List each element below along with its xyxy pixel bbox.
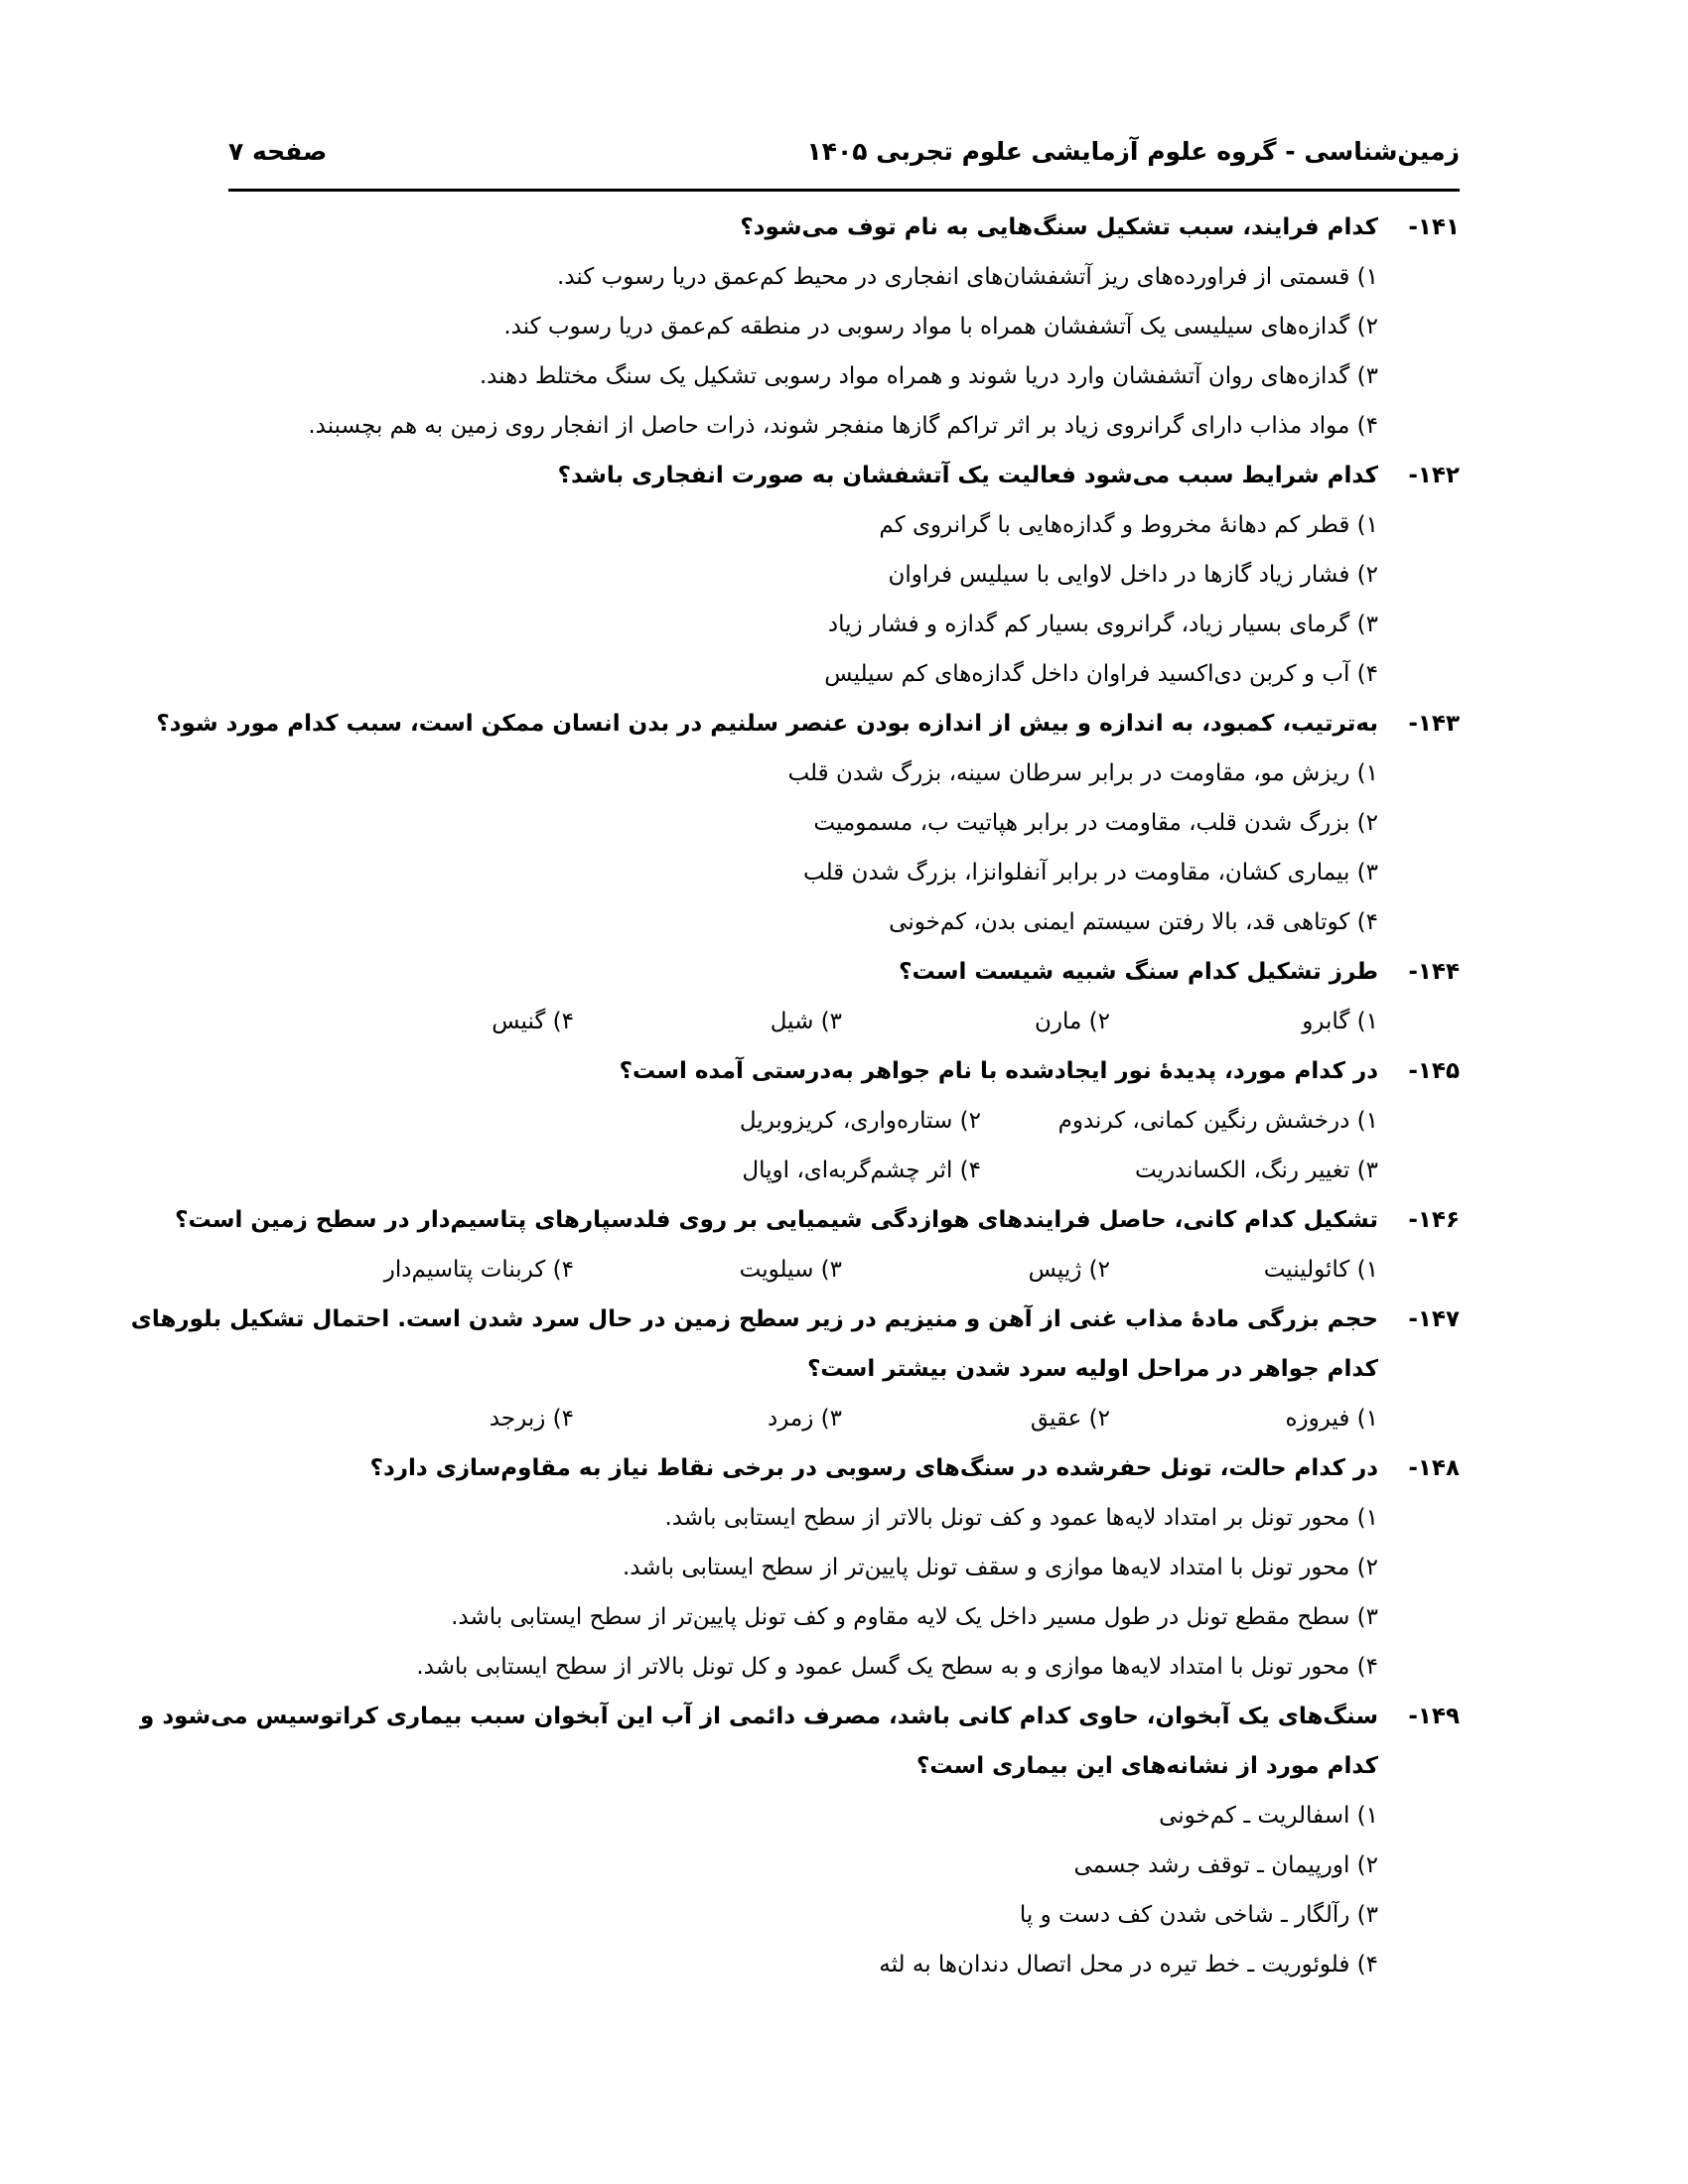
answer-options-row <box>228 1096 1460 1146</box>
answer-option[interactable]: ۱) اسفالریت ـ کم‌خونی <box>1159 1803 1378 1829</box>
question-number: ۱۴۵- <box>1408 1058 1460 1084</box>
answer-option[interactable]: ۳) سطح مقطع تونل در طول مسیر داخل یک لایه مقاوم و کف تونل پایین‌تر از سطح ایستابی باشد. <box>451 1604 1378 1630</box>
question-number: ۱۴۸- <box>1408 1455 1460 1481</box>
page-header <box>228 137 1460 187</box>
question-number: ۱۴۴- <box>1408 959 1460 985</box>
answer-option[interactable]: ۴) زبرجد <box>489 1406 574 1432</box>
answer-option[interactable]: ۳) بیماری کشان، مقاومت در برابر آنفلوانزا، بزرگ شدن قلب <box>802 860 1378 886</box>
question-stem <box>140 1692 1460 1741</box>
answer-option[interactable]: ۱) کائولینیت <box>1263 1257 1378 1283</box>
answer-option[interactable]: ۱) فیروزه <box>1285 1406 1378 1432</box>
question-stem <box>130 1295 1460 1344</box>
answer-option[interactable]: ۴) مواد مذاب دارای گرانروی زیاد بر اثر تراکم گازها منفجر شوند، ذرات حاصل از انفجار روی زمین به هم بچسبند. <box>308 413 1378 439</box>
question-stem <box>228 451 1460 500</box>
question-147 <box>130 1295 1460 1443</box>
answer-option[interactable]: ۴) محور تونل با امتداد لایه‌ها موازی و به سطح یک گسل عمود و کل تونل بالاتر از سطح ایستابی باشد. <box>416 1654 1378 1680</box>
answer-option[interactable]: ۴) کوتاهی قد، بالا رفتن سیستم ایمنی بدن، کم‌خونی <box>889 909 1378 935</box>
answer-options <box>228 997 1460 1046</box>
question-145 <box>228 1046 1460 1195</box>
question-stem <box>228 1443 1460 1493</box>
question-143 <box>156 699 1460 947</box>
answer-option[interactable]: ۱) گابرو <box>1302 1009 1378 1034</box>
answer-option[interactable]: ۳) رآلگار ـ شاخی شدن کف دست و پا <box>1019 1902 1378 1928</box>
question-text-line: حجم بزرگی مادهٔ مذاب غنی از آهن و منیزیم در زیر سطح زمین در حال سرد شدن است. احتمال تشکیل بلورهای <box>130 1306 1378 1332</box>
answer-option[interactable]: ۴) کربنات پتاسیم‌دار <box>383 1257 574 1283</box>
answer-option[interactable]: ۱) درخشش رنگین کمانی، کرندوم <box>1057 1108 1378 1134</box>
question-142 <box>228 451 1460 699</box>
question-text: کدام شرایط سبب می‌شود فعالیت یک آتشفشان به صورت انفجاری باشد؟ <box>557 463 1378 488</box>
question-149 <box>140 1692 1460 1989</box>
question-number: ۱۴۷- <box>1408 1306 1460 1332</box>
question-146 <box>175 1195 1460 1295</box>
question-text: طرز تشکیل کدام سنگ شبیه شیست است؟ <box>899 959 1378 985</box>
answer-options <box>228 1493 1460 1692</box>
question-stem <box>228 947 1460 997</box>
answer-options <box>228 252 1460 451</box>
answer-option[interactable]: ۲) گدازه‌های سیلیسی یک آتشفشان همراه با مواد رسوبی در منطقه کم‌عمق دریا رسوب کند. <box>503 314 1378 340</box>
answer-option[interactable]: ۴) آب و کربن دی‌اکسید فراوان داخل گدازه‌های کم سیلیس <box>824 661 1378 687</box>
header-divider <box>228 189 1460 192</box>
header-title: زمین‌شناسی - گروه علوم آزمایشی علوم تجربی ۱۴۰۵ <box>806 137 1460 166</box>
answer-option[interactable]: ۲) ستاره‌واری، کریزوبریل <box>739 1108 981 1134</box>
question-number: ۱۴۱- <box>1408 214 1460 240</box>
answer-option[interactable]: ۳) سیلویت <box>739 1257 842 1283</box>
answer-option[interactable]: ۴) گنیس <box>492 1009 574 1034</box>
question-text-line: سنگ‌های یک آبخوان، حاوی کدام کانی باشد، مصرف دائمی از آب این آبخوان سبب بیماری کراتوسیس می‌شود و <box>140 1704 1378 1729</box>
question-stem-continued <box>228 1741 1460 1791</box>
answer-options <box>228 500 1460 699</box>
answer-option[interactable]: ۱) ریزش مو، مقاومت در برابر سرطان سینه، بزرگ شدن قلب <box>787 760 1378 786</box>
question-stem <box>228 1046 1460 1096</box>
answer-option[interactable]: ۲) مارن <box>1035 1009 1110 1034</box>
answer-options-row <box>228 1146 1460 1195</box>
question-number: ۱۴۹- <box>1408 1704 1460 1729</box>
question-text: به‌ترتیب، کمبود، به اندازه و بیش از اندازه بودن عنصر سلنیم در بدن انسان ممکن است، سبب کدام مورد شود؟ <box>156 711 1378 737</box>
answer-option[interactable]: ۴) فلوئوریت ـ خط تیره در محل اتصال دندان‌ها به لثه <box>879 1952 1378 1978</box>
answer-option[interactable]: ۳) تغییر رنگ، الکساندریت <box>1134 1158 1378 1183</box>
question-141 <box>228 203 1460 451</box>
question-stem <box>156 699 1460 749</box>
answer-option[interactable]: ۲) بزرگ شدن قلب، مقاومت در برابر هپاتیت ب، مسمومیت <box>813 810 1378 836</box>
answer-option[interactable]: ۳) زمرد <box>767 1406 842 1432</box>
question-stem <box>228 203 1460 252</box>
answer-option[interactable]: ۲) محور تونل با امتداد لایه‌ها موازی و سقف تونل پایین‌تر از سطح ایستابی باشد. <box>622 1555 1378 1580</box>
question-stem <box>175 1195 1460 1245</box>
question-number: ۱۴۳- <box>1408 711 1460 737</box>
answer-options <box>228 1394 1460 1443</box>
answer-option[interactable]: ۲) اورپیمان ـ توقف رشد جسمی <box>1073 1852 1378 1878</box>
questions-list <box>130 203 1460 1989</box>
answer-options <box>228 749 1460 947</box>
page-number: صفحه ۷ <box>228 137 328 166</box>
answer-option[interactable]: ۲) عقیق <box>1030 1406 1110 1432</box>
answer-option[interactable]: ۴) اثر چشم‌گربه‌ای، اوپال <box>742 1158 981 1183</box>
question-text: در کدام حالت، تونل حفرشده در سنگ‌های رسوبی در برخی نقاط نیاز به مقاوم‌سازی دارد؟ <box>369 1455 1378 1481</box>
question-text-line: کدام مورد از نشانه‌های این بیماری است؟ <box>915 1753 1378 1779</box>
question-148 <box>228 1443 1460 1692</box>
answer-option[interactable]: ۱) محور تونل بر امتداد لایه‌ها عمود و کف تونل بالاتر از سطح ایستابی باشد. <box>664 1505 1378 1531</box>
answer-option[interactable]: ۱) قطر کم دهانهٔ مخروط و گدازه‌هایی با گرانروی کم <box>879 512 1378 538</box>
answer-option[interactable]: ۳) شیل <box>770 1009 842 1034</box>
answer-option[interactable]: ۲) فشار زیاد گازها در داخل لاوایی با سیلیس فراوان <box>888 562 1378 588</box>
answer-option[interactable]: ۲) ژیپس <box>1028 1257 1110 1283</box>
question-stem-continued <box>228 1344 1460 1394</box>
question-text: کدام فرایند، سبب تشکیل سنگ‌هایی به نام توف می‌شود؟ <box>740 214 1378 240</box>
question-number: ۱۴۲- <box>1408 463 1460 488</box>
answer-option[interactable]: ۳) گرمای بسیار زیاد، گرانروی بسیار کم گدازه و فشار زیاد <box>827 612 1378 637</box>
question-text: در کدام مورد، پدیدهٔ نور ایجادشده با نام جواهر به‌درستی آمده است؟ <box>619 1058 1378 1084</box>
question-number: ۱۴۶- <box>1408 1207 1460 1233</box>
question-text: تشکیل کدام کانی، حاصل فرایندهای هوازدگی شیمیایی بر روی فلدسپارهای پتاسیم‌دار در سطح زمین است؟ <box>175 1207 1378 1233</box>
answer-option[interactable]: ۳) گدازه‌های روان آتشفشان وارد دریا شوند و همراه مواد رسوبی تشکیل یک سنگ مختلط دهند. <box>479 363 1378 389</box>
answer-options <box>228 1791 1460 1989</box>
answer-options <box>228 1245 1460 1295</box>
answer-option[interactable]: ۱) قسمتی از فراورده‌های ریز آتشفشان‌های انفجاری در محیط کم‌عمق دریا رسوب کند. <box>557 264 1378 290</box>
question-144 <box>228 947 1460 1046</box>
question-text-line: کدام جواهر در مراحل اولیه سرد شدن بیشتر است؟ <box>807 1356 1378 1382</box>
